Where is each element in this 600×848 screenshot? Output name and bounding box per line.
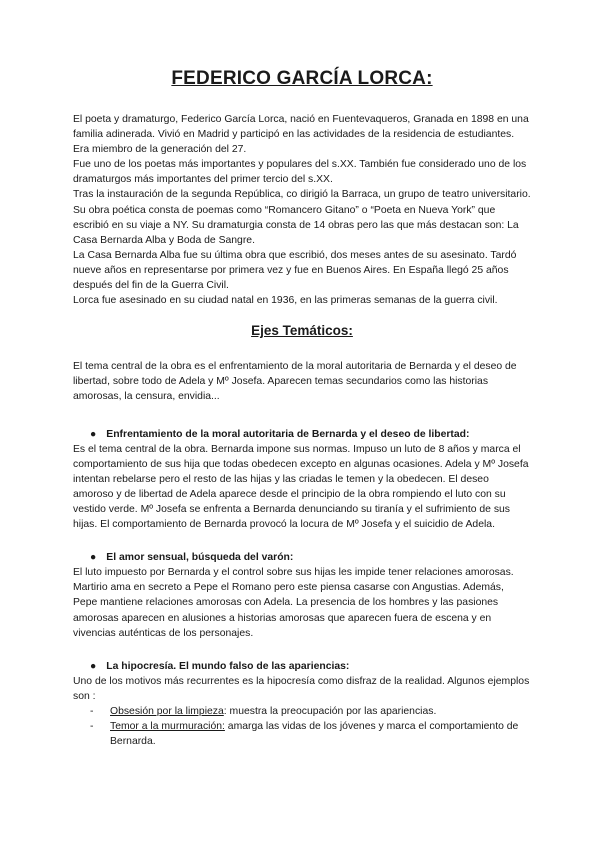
topic-block bbox=[73, 659, 531, 750]
intro-paragraph: El poeta y dramaturgo, Federico García Lorca, nació en Fuentevaqueros, Granada en 1898 en una familia adinerada. Vivió en Madrid y participó en las actividades de la residencia de estudiantes. Era miembro de la generación del 27. bbox=[73, 114, 529, 156]
topic-heading: Enfrentamiento de la moral autoritaria de Bernarda y el deseo de libertad: bbox=[106, 428, 470, 440]
intro-section bbox=[73, 112, 531, 308]
intro-paragraph: Su obra poética consta de poemas como “Romancero Gitano” o “Poeta en Nueva York” que escribió en su viaje a NY. Su dramaturgia consta de 14 obras pero las que más destacan son: La Casa Bernarda Alba y Boda de Sangre. bbox=[73, 204, 519, 246]
list-item-text bbox=[110, 704, 531, 719]
topic-block bbox=[73, 427, 531, 533]
topic-body: El luto impuesto por Bernarda y el control sobre sus hijas les impide tener relaciones amorosas. Martirio ama en secreto a Pepe el Romano pero este piensa casarse con Angustias. Además, Pepe mantiene relaciones amorosas con Adela. La presencia de los hombres y las pasiones amorosas aparecen en alusiones a historias amorosas que aparecen fuera de escena y en vivencias auténticas de los personajes. bbox=[73, 567, 514, 639]
list-item bbox=[73, 719, 531, 749]
bullet-icon: ● bbox=[90, 660, 97, 672]
list-item-description: amarga las vidas de los jóvenes y marca el comportamiento de Bernarda. bbox=[110, 721, 519, 748]
bullet-icon: ● bbox=[90, 428, 97, 440]
intro-paragraph: La Casa Bernarda Alba fue su última obra que escribió, dos meses antes de su asesinato. Tardó nueve años en representarse por primera vez y fue en Buenos Aires. En España llegó 25 años después del fin de la Guerra Civil. bbox=[73, 249, 517, 292]
document-content bbox=[73, 68, 531, 767]
topic-heading-row bbox=[90, 659, 531, 674]
list-item-text bbox=[110, 719, 531, 749]
topic-heading-row bbox=[90, 427, 531, 442]
intro-paragraph: Fue uno de los poetas más importantes y populares del s.XX. También fue considerado uno de los dramaturgos más importantes del primer tercio del s.XX. bbox=[73, 159, 527, 186]
intro-paragraph: Tras la instauración de la segunda República, co dirigió la Barraca, un grupo de teatro universitario. bbox=[73, 189, 531, 201]
dash-icon: - bbox=[90, 706, 94, 717]
topic-heading: El amor sensual, búsqueda del varón: bbox=[106, 552, 294, 564]
list-item bbox=[73, 704, 531, 719]
topic-block bbox=[73, 550, 531, 641]
page-title: FEDERICO GARCÍA LORCA: bbox=[171, 68, 433, 89]
list-item-description: : muestra la preocupación por las apariencias. bbox=[223, 706, 437, 717]
topic-heading: La hipocresía. El mundo falso de las apariencias: bbox=[106, 660, 350, 672]
list-item-label: Temor a la murmuración: bbox=[110, 721, 225, 733]
list-item-label: Obsesión por la limpieza bbox=[110, 706, 224, 717]
dash-icon: - bbox=[90, 721, 94, 733]
intro-paragraph: Lorca fue asesinado en su ciudad natal en 1936, en las primeras semanas de la guerra civil. bbox=[73, 295, 498, 307]
bullet-icon: ● bbox=[90, 552, 97, 564]
topic-body: Es el tema central de la obra. Bernarda impone sus normas. Impuso un luto de 8 años y marca el comportamiento de sus hija que todas obedecen excepto en algunas ocasiones. Adela y Mº Josefa intentan rebelarse pero el resto de las hijas y las criadas le temen y la obedecen. El deseo amoroso y de libertad de Adela aparece desde el principio de la obra rompiendo el luto con su vestido verde. Mº Josefa se enfrenta a Bernarda denunciando su tiranía y el sufrimiento de sus hijas. El comportamiento de Bernarda provocó la locura de Mº Josefa y el suicidio de Adela. bbox=[73, 443, 529, 531]
section-heading: Ejes Temáticos: bbox=[251, 323, 353, 339]
topic-body: Uno de los motivos más recurrentes es la hipocresía como disfraz de la realidad. Algunos ejemplos son : bbox=[73, 675, 530, 702]
examples-list bbox=[73, 704, 531, 749]
section-lead-paragraph: El tema central de la obra es el enfrentamiento de la moral autoritaria de Bernarda y el deseo de libertad, sobre todo de Adela y Mº Josefa. Aparecen temas secundarios como las historias amorosas, la censura, envidia... bbox=[73, 361, 517, 403]
topic-heading-row bbox=[90, 550, 531, 565]
